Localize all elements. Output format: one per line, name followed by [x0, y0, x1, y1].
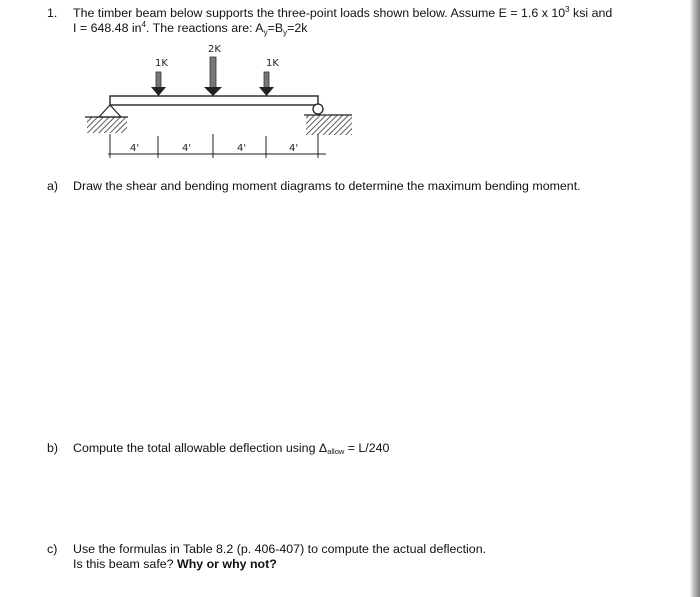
page-edge-shadow — [690, 0, 700, 597]
part-a-label: a) — [47, 179, 59, 193]
beam — [110, 96, 318, 105]
roller-support-right — [313, 104, 323, 114]
load-label-right: 1K — [266, 58, 279, 69]
part-c-line-1: Use the formulas in Table 8.2 (p. 406-407) to compute the actual deflection. — [73, 542, 487, 556]
part-c-label: c) — [47, 542, 58, 556]
ground-right — [306, 115, 352, 135]
part-c-line-2: Is this beam safe? Why or why not? — [73, 557, 277, 571]
beam-diagram — [80, 38, 370, 163]
load-label-center: 2K — [208, 44, 221, 55]
span-label-4: 4' — [289, 143, 299, 154]
load-arrow-left — [151, 72, 166, 96]
ground-left — [87, 117, 127, 133]
load-arrow-center — [204, 57, 222, 96]
span-label-2: 4' — [182, 143, 192, 154]
span-label-1: 4' — [130, 143, 140, 154]
problem-line-2: I = 648.48 $in^4$. The reactions are: $A_y=B_y=2k$ — [73, 20, 308, 37]
part-b-label: b) — [47, 441, 59, 455]
load-arrow-right — [259, 72, 274, 96]
load-label-left: 1K — [155, 58, 168, 69]
pin-support-left — [99, 105, 121, 117]
problem-number: 1. — [47, 6, 58, 20]
span-label-3: 4' — [237, 143, 247, 154]
problem-line-1: The timber beam below supports the three-point loads shown below. Assume E = 1.6 x $10^3$ ksi and — [73, 5, 613, 20]
part-b-text: Compute the total allowable deflection using Δallow = L/240 — [73, 441, 390, 456]
part-a-text: Draw the shear and bending moment diagrams to determine the maximum bending moment. — [73, 179, 581, 193]
